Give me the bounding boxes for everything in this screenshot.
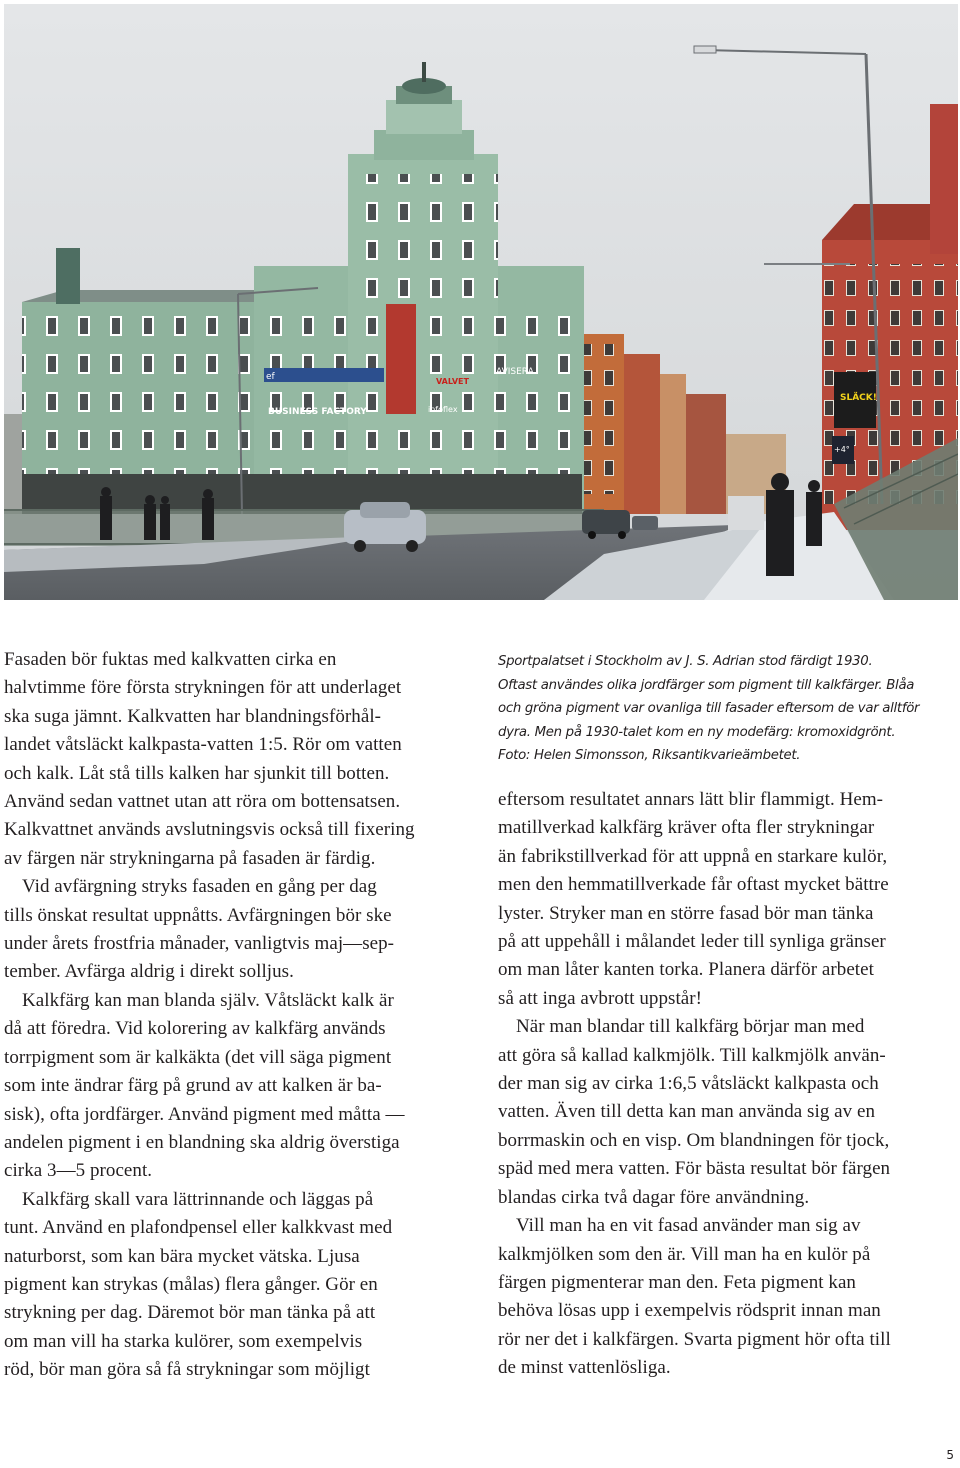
line: blandas cirka två dagar före användning. xyxy=(498,1186,810,1208)
line: färgen pigmenterar man den. Feta pigment kan xyxy=(498,1271,856,1293)
line: men den hemmatillverkade får oftast mycket bättre xyxy=(498,874,889,896)
right-paragraph-3 xyxy=(498,1212,960,1382)
line: Kalkfärg skall vara lättrinnande och läggas på xyxy=(22,1188,374,1210)
line: vatten. Även till detta kan man använda sig av en xyxy=(498,1101,876,1123)
line: sisk), ofta jordfärger. Använd pigment med måtta — xyxy=(4,1103,405,1125)
right-paragraph-2 xyxy=(498,1013,960,1212)
line: strykning per dag. Däremot bör man tänka på att xyxy=(4,1302,376,1324)
sign-temperature: +4° xyxy=(834,445,850,454)
line: pigment kan strykas (målas) flera gånger. Gör en xyxy=(4,1273,378,1295)
right-text-column xyxy=(498,786,960,1383)
line: än fabrikstillverkad för att uppnå en starkare kulör, xyxy=(498,845,888,867)
page-number: 5 xyxy=(946,1448,954,1462)
line: så att inga avbrott uppstår! xyxy=(498,987,703,1009)
sign-valvet: VALVET xyxy=(436,377,469,386)
line: Vill man ha en vit fasad använder man sig av xyxy=(516,1215,861,1237)
line: andelen pigment i en blandning ska aldrig överstiga xyxy=(4,1131,400,1153)
sign-ef: ef xyxy=(266,372,275,382)
line: der man sig av cirka 1:6,5 våtsläckt kalkpasta och xyxy=(498,1073,879,1095)
left-paragraph-2 xyxy=(4,873,466,987)
left-text-column xyxy=(4,646,466,1385)
line: cirka 3—5 procent. xyxy=(4,1160,153,1182)
line: under årets frostfria månader, vanligtvis maj—sep- xyxy=(4,933,395,955)
sign-infoflex: infoflex xyxy=(428,405,458,414)
line: landet våtsläckt kalkpasta-vatten 1:5. Rör om vatten xyxy=(4,734,402,756)
sign-business-factory: BUSINESS FACTORY xyxy=(268,407,367,417)
line: och kalk. Låt stå tills kalken har sjunkit till botten. xyxy=(4,762,390,784)
line: på att uppehåll i målandet leder till synliga gränser xyxy=(498,931,886,953)
line: Vid avfärgning stryks fasaden en gång per dag xyxy=(22,876,377,898)
line: om man vill ha starka kulörer, som exempelvis xyxy=(4,1330,363,1352)
line: Använd sedan vattnet utan att röra om bottensatsen. xyxy=(4,791,401,813)
line: de minst vattenlösliga. xyxy=(498,1357,671,1379)
line: matillverkad kalkfärg kräver ofta fler strykningar xyxy=(498,817,875,839)
line: om man låter kanten torka. Planera därför arbetet xyxy=(498,959,874,981)
line: naturborst, som kan bära mycket vätska. Ljusa xyxy=(4,1245,360,1267)
line: halvtimme före första strykningen för att underlaget xyxy=(4,677,402,699)
caption-line: dyra. Men på 1930-talet kom en ny modefärg: kromoxidgrönt. xyxy=(498,724,896,740)
line: eftersom resultatet annars lätt blir flammigt. Hem- xyxy=(498,789,884,810)
photo-caption xyxy=(498,650,958,768)
line: som inte ändrar färg på grund av att kalken är ba- xyxy=(4,1075,382,1097)
line: späd med mera vatten. För bästa resultat bör färgen xyxy=(498,1158,891,1180)
line: behöva lösas upp i exempelvis rödsprit innan man xyxy=(498,1300,881,1322)
caption-line: Oftast användes olika jordfärger som pigment till kalkfärger. Blåa xyxy=(498,677,915,693)
line: kalkmjölken som den är. Vill man ha en kulör på xyxy=(498,1243,871,1265)
left-paragraph-4 xyxy=(4,1186,466,1385)
line: tember. Avfärga aldrig i direkt solljus. xyxy=(4,961,294,983)
line: Kalkfärg kan man blanda själv. Våtsläckt kalk är xyxy=(22,989,394,1011)
line: då att föredra. Vid kolorering av kalkfärg används xyxy=(4,1018,386,1040)
line: Kalkvattnet används avslutningsvis också till fixering xyxy=(4,819,415,841)
right-paragraph-1 xyxy=(498,786,960,1013)
caption-credit: Foto: Helen Simonsson, Riksantikvarieämbetet. xyxy=(498,748,801,764)
left-paragraph-1 xyxy=(4,646,466,873)
line: När man blandar till kalkfärg börjar man med xyxy=(516,1016,865,1038)
line: av färgen när strykningarna på fasaden är färdig. xyxy=(4,847,376,869)
building-photo xyxy=(4,4,958,600)
left-paragraph-3 xyxy=(4,987,466,1186)
caption-line: Sportpalatset i Stockholm av J. S. Adrian stod färdigt 1930. xyxy=(498,654,873,669)
line: borrmaskin och en visp. Om blandningen för tjock, xyxy=(498,1129,890,1151)
caption-line: och gröna pigment var ovanliga till fasader eftersom de var alltför xyxy=(498,701,920,717)
line: rör ner det i kalkfärgen. Svarta pigment hör ofta till xyxy=(498,1328,891,1350)
line: tunt. Använd en plafondpensel eller kalkkvast med xyxy=(4,1217,393,1239)
photo-illustration xyxy=(4,4,958,600)
line: ska suga jämnt. Kalkvatten har blandningsförhål- xyxy=(4,705,382,727)
line: tills önskat resultat uppnåtts. Avfärgningen bör ske xyxy=(4,904,392,926)
line: att göra så kallad kalkmjölk. Till kalkmjölk använ- xyxy=(498,1044,886,1066)
sign-slack: SLÄCK! xyxy=(840,393,877,403)
line: röd, bör man göra så få strykningar som möjligt xyxy=(4,1359,370,1381)
line: torrpigment som är kalkäkta (det vill säga pigment xyxy=(4,1046,392,1068)
line: lyster. Stryker man en större fasad bör man tänka xyxy=(498,902,874,924)
sign-avisera: AVISERA xyxy=(496,367,534,377)
line: Fasaden bör fuktas med kalkvatten cirka en xyxy=(4,649,337,670)
